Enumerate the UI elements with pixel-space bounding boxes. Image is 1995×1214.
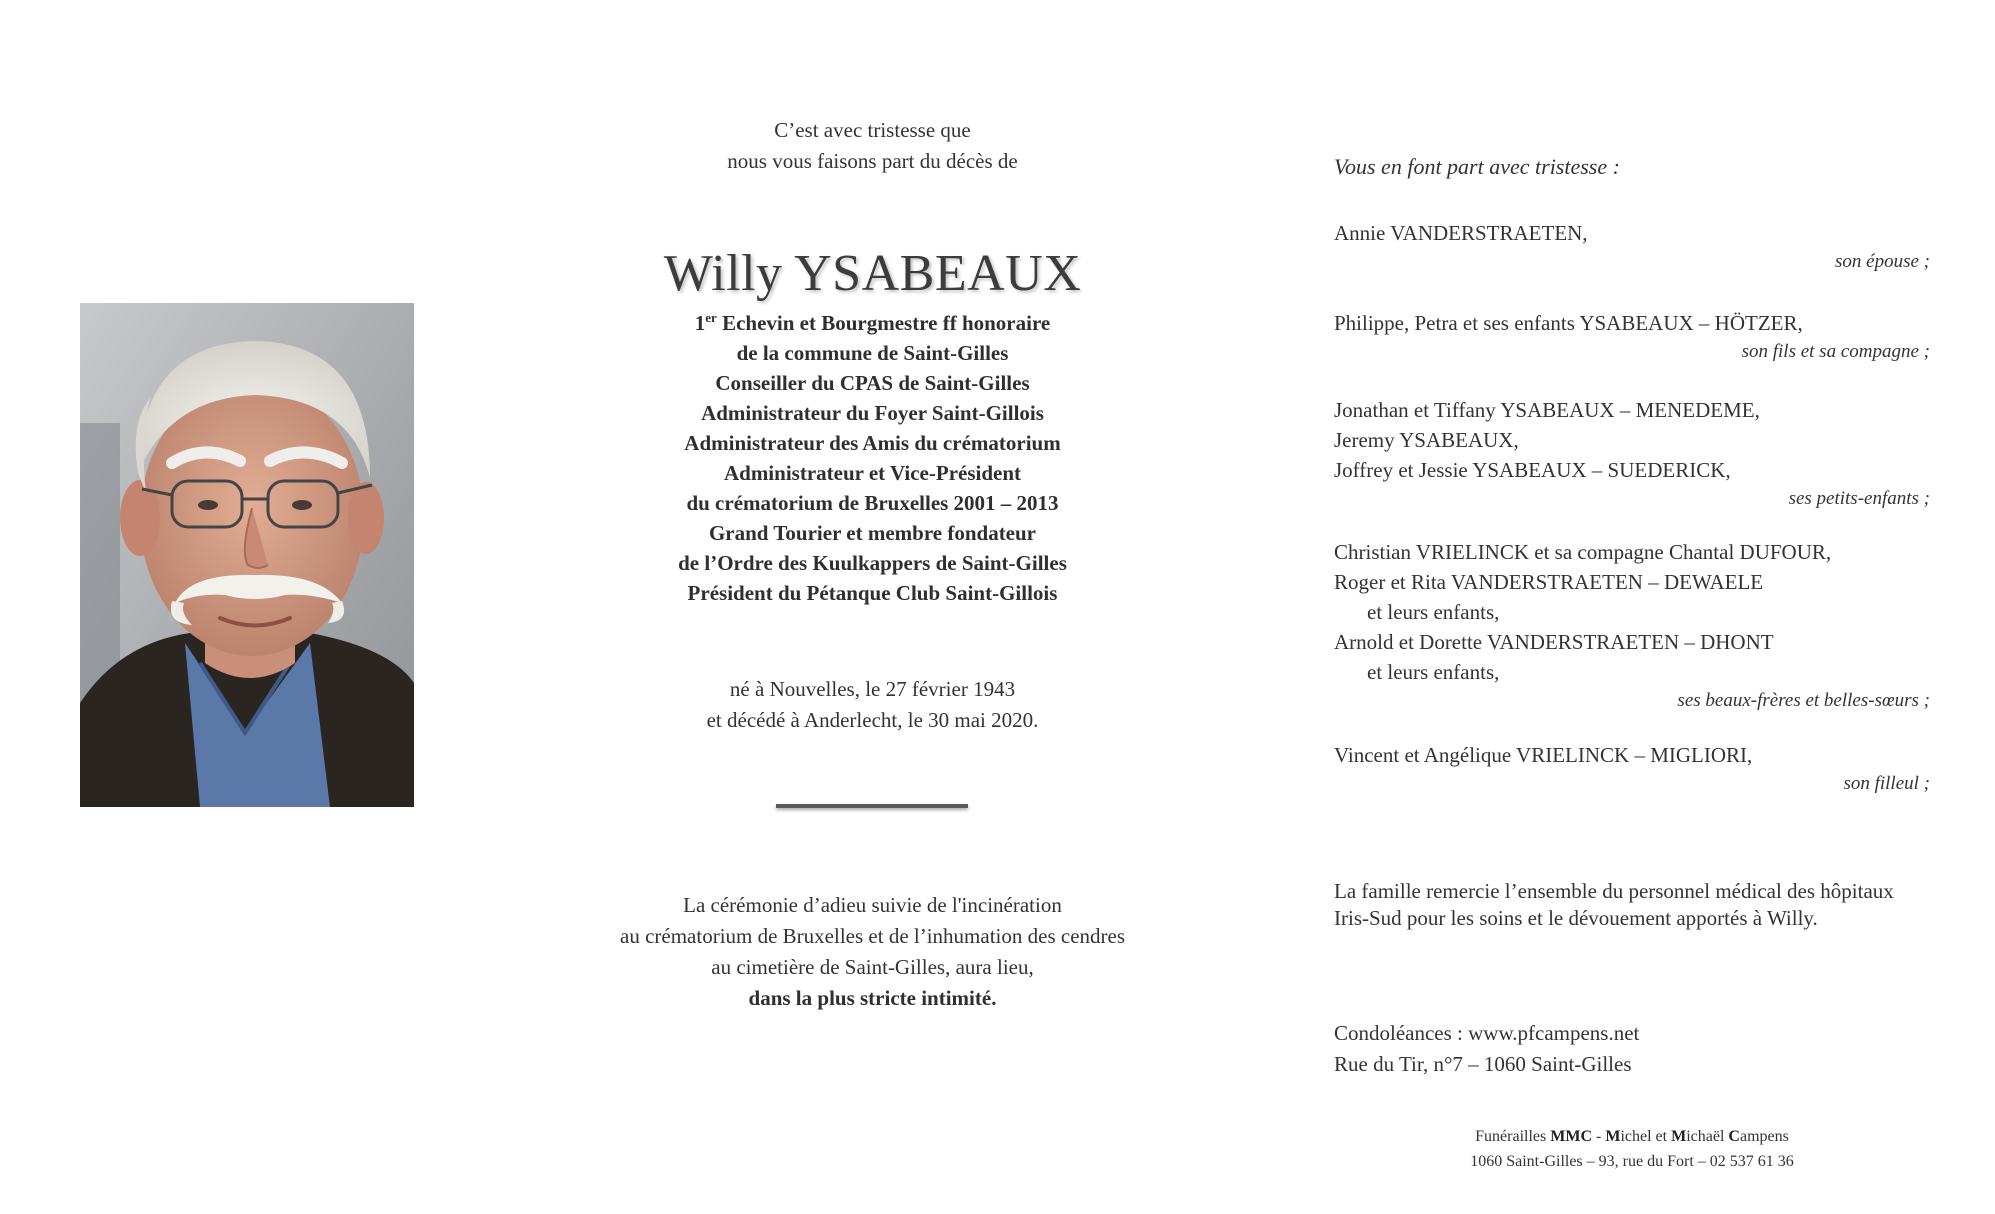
ceremony-line: au crématorium de Bruxelles et de l’inhumation des cendres [620,924,1125,948]
family-name: Arnold et Dorette VANDERSTRAETEN – DHONT [1334,630,1774,654]
relation-label: son épouse ; [1835,251,1930,272]
intro-text [540,115,1205,177]
family-group-grandchildren [1334,395,1930,513]
relation-label: ses petits-enfants ; [1788,488,1930,509]
funeral-home [1334,1124,1930,1174]
family-name: Jeremy YSABEAUX, [1334,428,1519,452]
ceremony-line: La cérémonie d’adieu suivie de l'incinération [683,893,1062,917]
title-line: Administrateur des Amis du crématorium [684,431,1061,455]
intro-line-1: C’est avec tristesse que [774,118,971,142]
title-line: du crématorium de Bruxelles 2001 – 2013 [686,491,1059,515]
family-group-son [1334,308,1930,366]
family-lead: Vous en font part avec tristesse : [1334,154,1620,179]
funeral-home-address: 1060 Saint-Gilles – 93, rue du Fort – 02 537 61 36 [1470,1153,1794,1170]
family-group-in-laws [1334,537,1930,715]
contact-info [1334,1018,1639,1080]
family-group-spouse [1334,218,1930,276]
honorary-titles [540,308,1205,608]
relation-label: ses beaux-frères et belles-sœurs ; [1677,690,1930,711]
thanks-line: La famille remercie l’ensemble du personnel médical des hôpitaux [1334,879,1894,903]
title-line: Administrateur et Vice-Président [723,461,1022,485]
ceremony-emphasis: dans la plus stricte intimité. [748,986,997,1010]
thanks-note [1334,878,1894,932]
intro-line-2: nous vous faisons part du décès de [727,149,1018,173]
family-name: Christian VRIELINCK et sa compagne Chantal DUFOUR, [1334,540,1832,564]
title-line: Président du Pétanque Club Saint-Gillois [687,581,1058,605]
ceremony-notice [540,890,1205,1014]
family-name: Vincent et Angélique VRIELINCK – MIGLIORI, [1334,743,1753,767]
condolences-line: Condoléances : www.pfcampens.net [1334,1021,1640,1045]
family-name: et leurs enfants, [1367,600,1500,624]
title-line: 1er Echevin et Bourgmestre ff honoraire [694,310,1051,335]
title-line: de la commune de Saint-Gilles [736,341,1009,365]
ceremony-line: au cimetière de Saint-Gilles, aura lieu, [711,955,1034,979]
family-name: Joffrey et Jessie YSABEAUX – SUEDERICK, [1334,458,1731,482]
divider [776,804,968,808]
deceased-name: Willy YSABEAUX [663,245,1082,302]
address-line: Rue du Tir, n°7 – 1060 Saint-Gilles [1334,1052,1632,1076]
portrait-photo [80,303,414,807]
life-dates [540,674,1205,736]
title-line: Administrateur du Foyer Saint-Gillois [701,401,1044,425]
family-name: Jonathan et Tiffany YSABEAUX – MENEDEME, [1334,398,1760,422]
family-name: et leurs enfants, [1367,660,1500,684]
family-name: Philippe, Petra et ses enfants YSABEAUX – HÖTZER, [1334,311,1803,335]
birth-line: né à Nouvelles, le 27 février 1943 [729,677,1016,701]
family-name: Annie VANDERSTRAETEN, [1334,221,1588,245]
funeral-home-name: Funérailles MMC - Michel et Michaël Campens [1475,1128,1789,1145]
family-name: Roger et Rita VANDERSTRAETEN – DEWAELE [1334,570,1764,594]
family-group-godson [1334,740,1930,798]
death-line: et décédé à Anderlecht, le 30 mai 2020. [706,708,1039,732]
relation-label: son filleul ; [1843,773,1930,794]
thanks-line: Iris-Sud pour les soins et le dévouement apportés à Willy. [1334,906,1818,930]
title-line: de l’Ordre des Kuulkappers de Saint-Gilles [678,551,1067,575]
title-line: Grand Tourier et membre fondateur [708,521,1037,545]
relation-label: son fils et sa compagne ; [1741,341,1930,362]
title-line: Conseiller du CPAS de Saint-Gilles [715,371,1030,395]
